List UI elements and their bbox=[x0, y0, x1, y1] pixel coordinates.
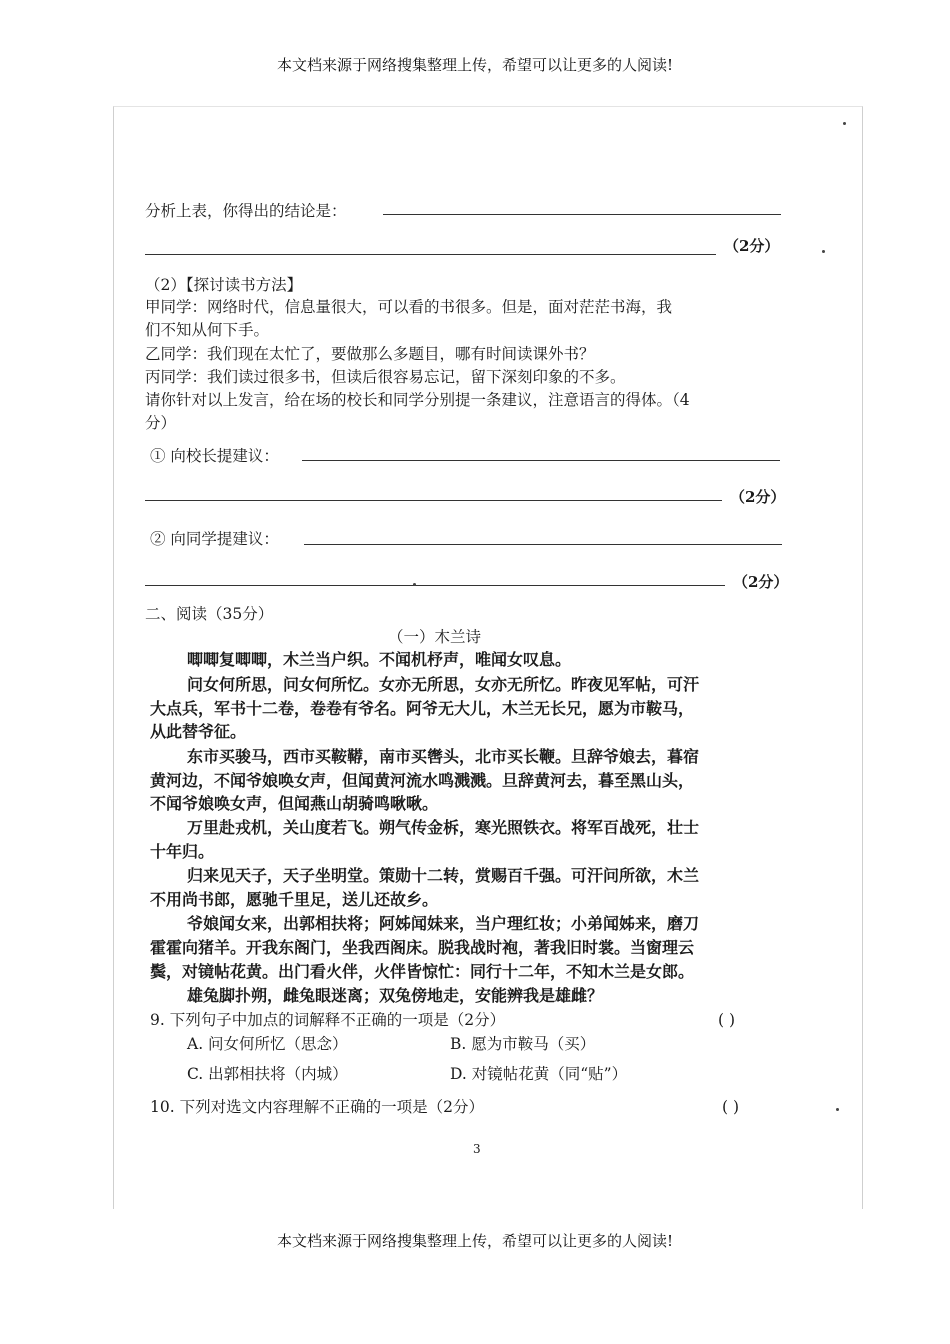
student-jia-line-2: 们不知从何下手。 bbox=[145, 321, 270, 339]
poem-line: 从此替爷征。 bbox=[150, 722, 247, 741]
scan-speck bbox=[836, 1108, 839, 1111]
student-bing: 丙同学：我们读过很多书，但读后很容易忘记，留下深刻印象的不多。 bbox=[145, 368, 626, 386]
poem-title: （一）木兰诗 bbox=[388, 628, 482, 646]
poem-line: 霍霍向猪羊。开我东阁门，坐我西阁床。脱我战时袍，著我旧时裳。当窗理云 bbox=[150, 938, 695, 957]
top-banner: 本文档来源于网络搜集整理上传，希望可以让更多的人阅读! bbox=[276, 56, 674, 74]
poem-line: 黄河边，不闻爷娘唤女声，但闻黄河流水鸣溅溅。旦辞黄河去，暮至黑山头， bbox=[150, 771, 695, 790]
poem-line: 不用尚书郎，愿驰千里足，送儿还故乡。 bbox=[150, 890, 439, 909]
poem-line: 归来见天子，天子坐明堂。策勋十二转，赏赐百千强。可汗问所欲，木兰 bbox=[187, 866, 700, 885]
classmate-score: （2分） bbox=[733, 573, 789, 591]
q2-title: （2）【探讨读书方法】 bbox=[145, 276, 303, 294]
analysis-score: （2分） bbox=[724, 237, 780, 255]
bottom-banner: 本文档来源于网络搜集整理上传，希望可以让更多的人阅读! bbox=[276, 1232, 674, 1250]
page-number: 3 bbox=[473, 1142, 481, 1156]
question-10-answer-box[interactable]: ( ) bbox=[722, 1098, 740, 1116]
answer-line-classmate-2[interactable] bbox=[145, 585, 725, 586]
question-10: 10. 下列对选文内容理解不正确的一项是（2分） bbox=[150, 1098, 484, 1116]
section-title: 二、阅读（35分） bbox=[145, 605, 274, 623]
answer-line-principal-2[interactable] bbox=[145, 500, 722, 501]
q9-option-b: B. 愿为市鞍马（买） bbox=[450, 1035, 596, 1053]
answer-line-analysis-2[interactable] bbox=[145, 254, 716, 255]
answer-line-principal-1[interactable] bbox=[302, 460, 780, 461]
q9-option-c: C. 出郭相扶将（内城） bbox=[187, 1065, 348, 1083]
scan-speck bbox=[843, 122, 846, 125]
suggestion-classmate-label: ② 向同学提建议： bbox=[150, 530, 279, 548]
q9-option-a: A. 问女何所忆（思念） bbox=[187, 1035, 348, 1053]
scan-speck bbox=[413, 583, 416, 586]
poem-line: 大点兵，军书十二卷，卷卷有爷名。阿爷无大儿，木兰无长兄，愿为市鞍马， bbox=[150, 699, 695, 718]
poem-line: 爷娘闻女来，出郭相扶将；阿姊闻妹来，当户理红妆；小弟闻姊来，磨刀 bbox=[187, 914, 700, 933]
q9-option-d: D. 对镜帖花黄（同“贴”） bbox=[450, 1065, 628, 1083]
analysis-prompt: 分析上表，你得出的结论是： bbox=[145, 202, 347, 220]
instruction-line-1: 请你针对以上发言，给在场的校长和同学分别提一条建议，注意语言的得体。（4 bbox=[145, 391, 690, 409]
principal-score: （2分） bbox=[730, 488, 786, 506]
question-9: 9. 下列句子中加点的词解释不正确的一项是（2分） bbox=[150, 1011, 506, 1029]
poem-line: 不闻爷娘唤女声，但闻燕山胡骑鸣啾啾。 bbox=[150, 794, 439, 813]
student-yi: 乙同学：我们现在太忙了，要做那么多题目，哪有时间读课外书？ bbox=[145, 345, 595, 363]
answer-line-analysis-1[interactable] bbox=[383, 214, 781, 215]
answer-line-classmate-1[interactable] bbox=[304, 544, 782, 545]
question-9-answer-box[interactable]: ( ) bbox=[718, 1011, 736, 1029]
scan-speck bbox=[822, 250, 825, 253]
poem-line: 万里赴戎机，关山度若飞。朔气传金柝，寒光照铁衣。将军百战死，壮士 bbox=[187, 818, 700, 837]
student-jia-line-1: 甲同学：网络时代，信息量很大，可以看的书很多。但是，面对茫茫书海，我 bbox=[145, 298, 673, 316]
poem-line: 雄兔脚扑朔，雌兔眼迷离；双兔傍地走，安能辨我是雄雌？ bbox=[187, 986, 604, 1005]
suggestion-principal-label: ① 向校长提建议： bbox=[150, 447, 279, 465]
poem-line: 问女何所思，问女何所忆。女亦无所思，女亦无所忆。昨夜见军帖，可汗 bbox=[187, 675, 700, 694]
poem-line: 鬓，对镜帖花黄。出门看火伴，火伴皆惊忙：同行十二年，不知木兰是女郎。 bbox=[150, 962, 695, 981]
poem-line: 东市买骏马，西市买鞍鞯，南市买辔头，北市买长鞭。旦辞爷娘去，暮宿 bbox=[187, 747, 700, 766]
poem-line: 十年归。 bbox=[150, 842, 215, 861]
instruction-line-2: 分） bbox=[145, 414, 177, 432]
poem-line: 唧唧复唧唧，木兰当户织。不闻机杼声，唯闻女叹息。 bbox=[187, 650, 572, 669]
